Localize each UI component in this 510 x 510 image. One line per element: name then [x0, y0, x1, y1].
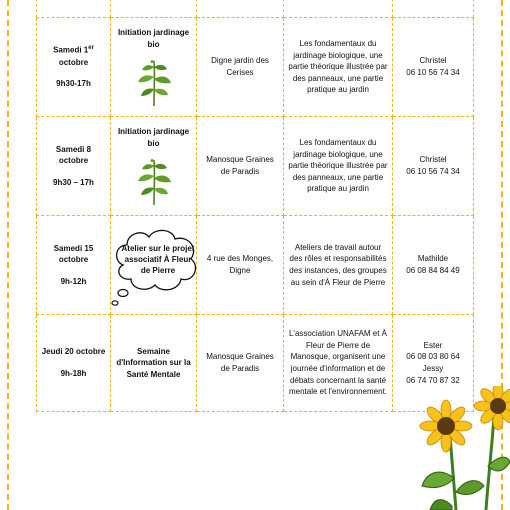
contact-cell [393, 117, 474, 216]
contact-phone: 06 74 70 87 32 [406, 375, 460, 385]
activity-cell [111, 315, 197, 412]
date-cell [37, 315, 111, 412]
description-cell: Ateliers de travail autour des rôles et responsabilités des instances, des groupes au sein d'À Fleur de Pierre [284, 216, 393, 315]
contact-name: Christel [419, 155, 447, 165]
activity-title: Atelier sur le projet associatif À Fleur de Pierre [121, 244, 195, 276]
event-time: 9h-18h [60, 369, 87, 378]
description-cell: Les fondamentaux du jardinage biologique, une partie théorique illustrée par des panneaux, une partie pratique au jardin [284, 18, 393, 117]
event-date: Samedi 8 octobre [55, 144, 92, 166]
contact-cell [393, 216, 474, 315]
event-date: Samedi 1er octobre [53, 45, 94, 67]
table-row-top [37, 0, 474, 18]
event-date: Jeudi 20 octobre [41, 347, 106, 357]
place-cell: Digne jardin des Cerises [197, 18, 284, 117]
schedule-table [36, 0, 474, 412]
table-row [37, 117, 474, 216]
plant-sprig-icon [132, 57, 176, 107]
plant-sprig-icon [132, 156, 176, 206]
contact-phone: 06 10 56 74 34 [406, 68, 460, 77]
place-cell: Manosque Graines de Paradis [197, 315, 284, 412]
description-cell: L'association UNAFAM et À Fleur de Pierre de Manosque, organisent une journée d'information et de débats concernant la santé mentale et l'environnement. [284, 315, 393, 412]
contact-name: Jessy [422, 364, 444, 373]
sunflowers-illustration [412, 386, 510, 510]
table-row [37, 315, 474, 412]
contact-name: Ester [423, 340, 443, 350]
place-cell: 4 rue des Monges, Digne [197, 216, 284, 315]
activity-title: Initiation jardinage bio [117, 28, 190, 49]
contact-phone: 06 10 56 74 34 [406, 167, 460, 176]
contact-cell [393, 18, 474, 117]
contact-phone: 06 08 84 84 49 [406, 266, 460, 275]
contact-name: Mathilde [417, 254, 449, 264]
description-cell: Les fondamentaux du jardinage biologique, une partie théorique illustrée par des panneaux, une partie pratique au jardin [284, 117, 393, 216]
activity-cell [111, 216, 197, 315]
event-time: 9h30 – 17h [53, 177, 94, 187]
activity-cell [111, 18, 197, 117]
date-cell [37, 18, 111, 117]
place-cell: Manosque Graines de Paradis [197, 117, 284, 216]
activity-title: Semaine d'Information sur la Santé Mentale [116, 346, 191, 379]
activity-cell [111, 117, 197, 216]
date-cell [37, 117, 111, 216]
table-row [37, 216, 474, 315]
date-cell [37, 216, 111, 315]
event-time: 9h-12h [60, 276, 87, 286]
contact-phone: 06 08 03 80 64 [406, 352, 460, 362]
table-row [37, 18, 474, 117]
event-date: Samedi 15 octobre [53, 243, 94, 265]
page-border-left [7, 0, 9, 510]
event-time: 9h30-17h [56, 79, 91, 89]
contact-name: Christel [419, 56, 447, 66]
activity-title: Initiation jardinage bio [117, 127, 190, 148]
